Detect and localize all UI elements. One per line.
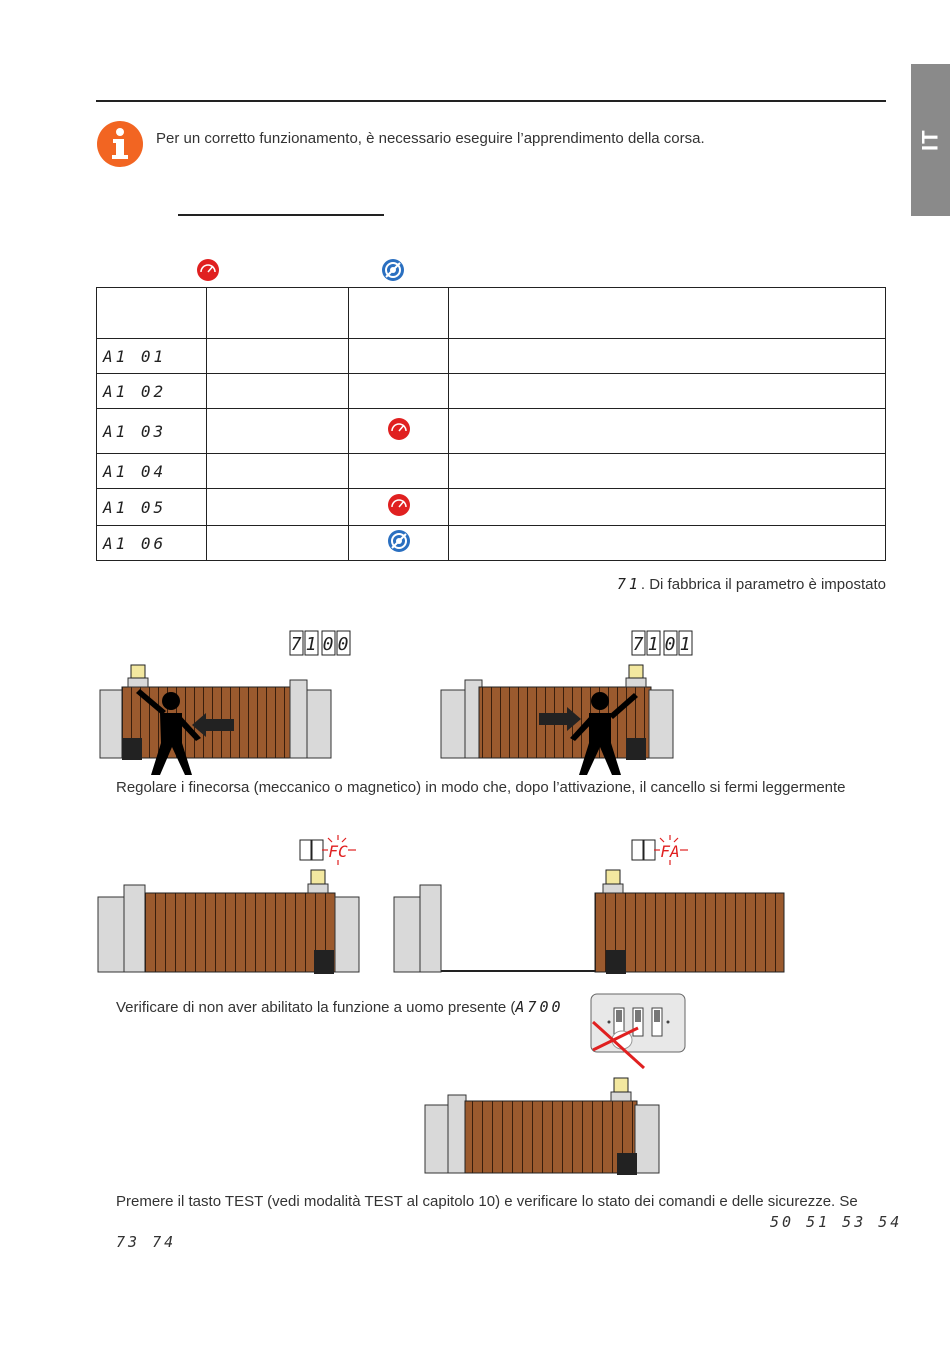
- table-row: [97, 454, 886, 489]
- parameter-table: [96, 287, 886, 561]
- test-codes-right: 50 51 53 54: [770, 1213, 903, 1231]
- display-left: [290, 631, 350, 655]
- section-rule: [96, 100, 886, 102]
- limit-switch-text: Regolare i finecorsa (meccanico o magnetico) in modo che, dopo l’attivazione, il cancello si fermi leggermente: [116, 779, 846, 796]
- table-row: [97, 339, 886, 374]
- svg-text:1: 1: [305, 634, 317, 655]
- factory-note-text: . Di fabbrica il parametro è impostato: [640, 576, 886, 593]
- param-code: A1 03: [97, 409, 207, 454]
- param-code: A1 04: [97, 454, 207, 489]
- svg-text:0: 0: [337, 634, 349, 655]
- speed-icon: [196, 258, 220, 282]
- table-row: [97, 526, 886, 561]
- speed-icon: [387, 417, 411, 441]
- verify-text: Verificare di non aver abilitato la funzione a uomo presente (A700: [116, 998, 564, 1016]
- test-text: Premere il tasto TEST (vedi modalità TEST al capitolo 10) e verificare lo stato dei comandi e delle sicurezze. Se: [116, 1193, 858, 1210]
- test-codes-left: 73 74: [116, 1233, 177, 1251]
- table-header-row: [97, 288, 886, 339]
- gate-figure-opening: [96, 625, 696, 780]
- svg-text:7: 7: [632, 634, 644, 655]
- speed-icon: [387, 493, 411, 517]
- svg-text:1: 1: [647, 634, 659, 655]
- info-icon: [96, 120, 144, 168]
- heading-underline: [178, 214, 384, 216]
- display-right: [632, 631, 692, 655]
- gear-icon: [387, 529, 411, 553]
- table-row: [97, 374, 886, 409]
- dip-switch-icon: [588, 992, 688, 1072]
- svg-text:1: 1: [679, 634, 691, 655]
- svg-text:0: 0: [322, 634, 334, 655]
- param-code: A1 05: [97, 489, 207, 526]
- table-row: [97, 409, 886, 454]
- language-tab-label: IT: [917, 129, 943, 151]
- language-tab: [911, 64, 950, 216]
- factory-note: [617, 575, 886, 593]
- table-row: [97, 489, 886, 526]
- svg-text:FC: FC: [328, 842, 348, 861]
- svg-text:7: 7: [290, 634, 302, 655]
- param-code: A1 06: [97, 526, 207, 561]
- param-code: A1 02: [97, 374, 207, 409]
- svg-text:0: 0: [664, 634, 676, 655]
- gear-icon: [381, 258, 405, 282]
- svg-text:FA: FA: [660, 842, 680, 861]
- param-code: A1 01: [97, 339, 207, 374]
- factory-note-code: 71: [616, 575, 641, 593]
- info-note: Per un corretto funzionamento, è necessario eseguire l’apprendimento della corsa.: [156, 130, 705, 147]
- gate-figure-limits: [96, 835, 796, 980]
- gate-figure-test: [423, 1075, 663, 1177]
